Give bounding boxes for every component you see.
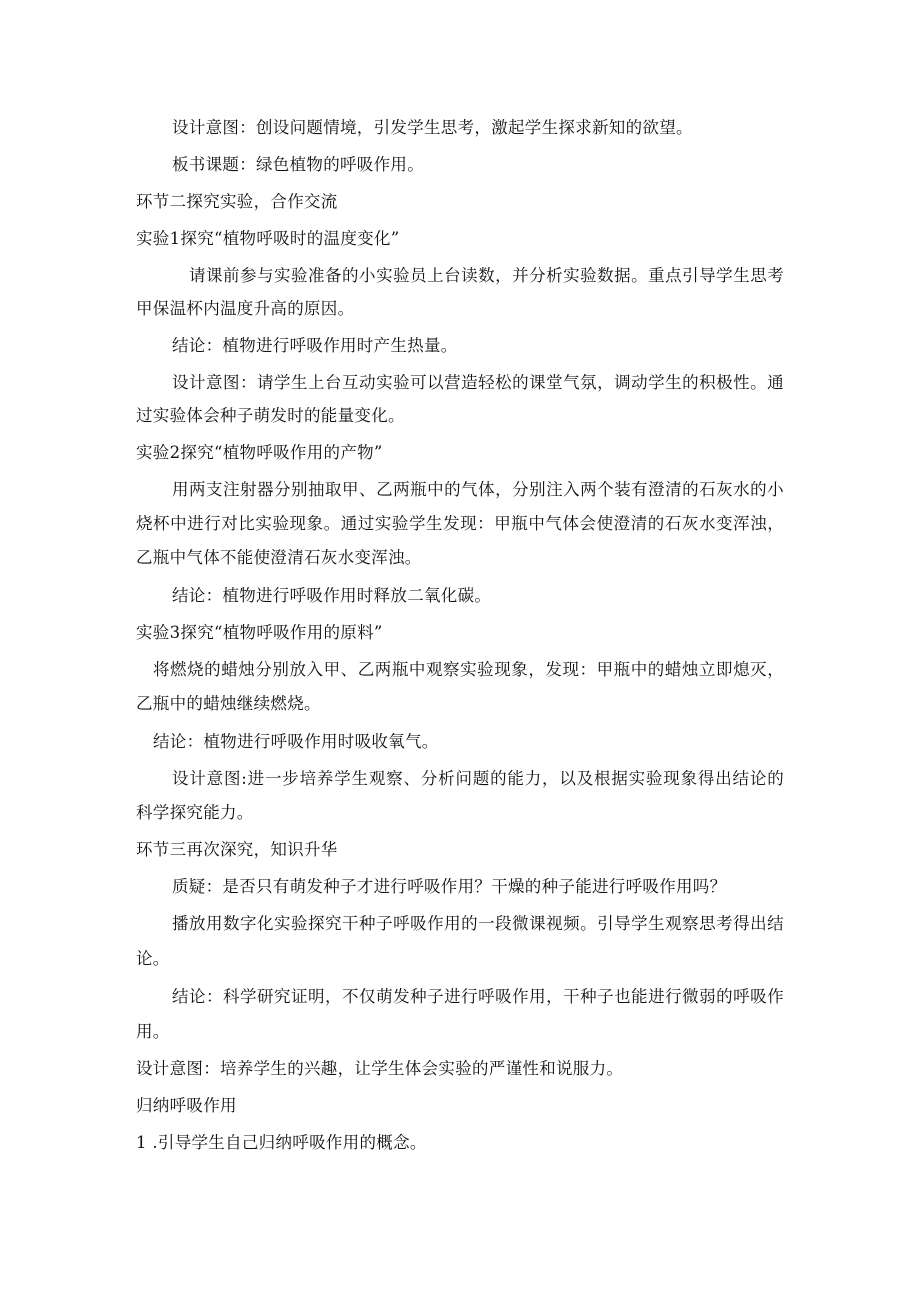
design-intent-final: 设计意图：培养学生的兴趣，让学生体会实验的严谨性和说服力。 [136, 1059, 624, 1078]
section-heading-2: 环节二探究实验，合作交流 [136, 192, 338, 211]
paragraph-line: 用。 [136, 1022, 170, 1041]
paragraph-line: 设计意图:进一步培养学生观察、分析问题的能力，以及根据实验现象得出结论的 [172, 769, 784, 788]
paragraph-line: 过实验体会种子萌发时的能量变化。 [136, 406, 405, 425]
conclusion-1: 结论：植物进行呼吸作用时产生热量。 [172, 336, 458, 355]
experiment-2-heading: 实验2探究“植物呼吸作用的产物” [136, 443, 383, 462]
paragraph-line: 结论：科学研究证明，不仅萌发种子进行呼吸作用，干种子也能进行微弱的呼吸作 [172, 987, 784, 1006]
experiment-1-heading: 实验1探究“植物呼吸时的温度变化” [136, 229, 400, 248]
board-title: 板书课题：绿色植物的呼吸作用。 [172, 155, 424, 174]
paragraph-line: 将燃烧的蜡烛分别放入甲、乙两瓶中观察实验现象，发现：甲瓶中的蜡烛立即熄灭， [153, 660, 784, 679]
section-heading-3: 环节三再次深究，知识升华 [136, 840, 338, 859]
summary-heading: 归纳呼吸作用 [136, 1096, 237, 1115]
paragraph-line: 甲保温杯内温度升高的原因。 [136, 299, 355, 318]
conclusion-3: 结论：植物进行呼吸作用时吸收氧气。 [153, 732, 439, 751]
experiment-3-heading: 实验3探究“植物呼吸作用的原料” [136, 623, 383, 642]
conclusion-2: 结论：植物进行呼吸作用时释放二氧化碳。 [172, 586, 492, 605]
paragraph-line: 乙瓶中气体不能使澄清石灰水变浑浊。 [136, 548, 422, 567]
paragraph-line: 科学探究能力。 [136, 803, 254, 822]
paragraph-line: 乙瓶中的蜡烛继续燃烧。 [136, 694, 321, 713]
paragraph-line: 烧杯中进行对比实验现象。通过实验学生发现：甲瓶中气体会使澄清的石灰水变浑浊， [136, 514, 784, 533]
paragraph-line: 请课前参与实验准备的小实验员上台读数，并分析实验数据。重点引导学生思考 [189, 266, 784, 285]
question-line: 质疑：是否只有萌发种子才进行呼吸作用？干燥的种子能进行呼吸作用吗？ [172, 877, 727, 896]
numbered-item-1: 1 .引导学生自己归纳呼吸作用的概念。 [136, 1133, 427, 1152]
design-intent-1: 设计意图：创设问题情境，引发学生思考，激起学生探求新知的欲望。 [172, 118, 693, 137]
paragraph-line: 播放用数字化实验探究干种子呼吸作用的一段微课视频。引导学生观察思考得出结 [172, 914, 784, 933]
paragraph-line: 论。 [136, 949, 170, 968]
paragraph-line: 设计意图：请学生上台互动实验可以营造轻松的课堂气氛，调动学生的积极性。通 [172, 373, 784, 392]
paragraph-line: 用两支注射器分别抽取甲、乙两瓶中的气体，分别注入两个装有澄清的石灰水的小 [172, 480, 784, 499]
